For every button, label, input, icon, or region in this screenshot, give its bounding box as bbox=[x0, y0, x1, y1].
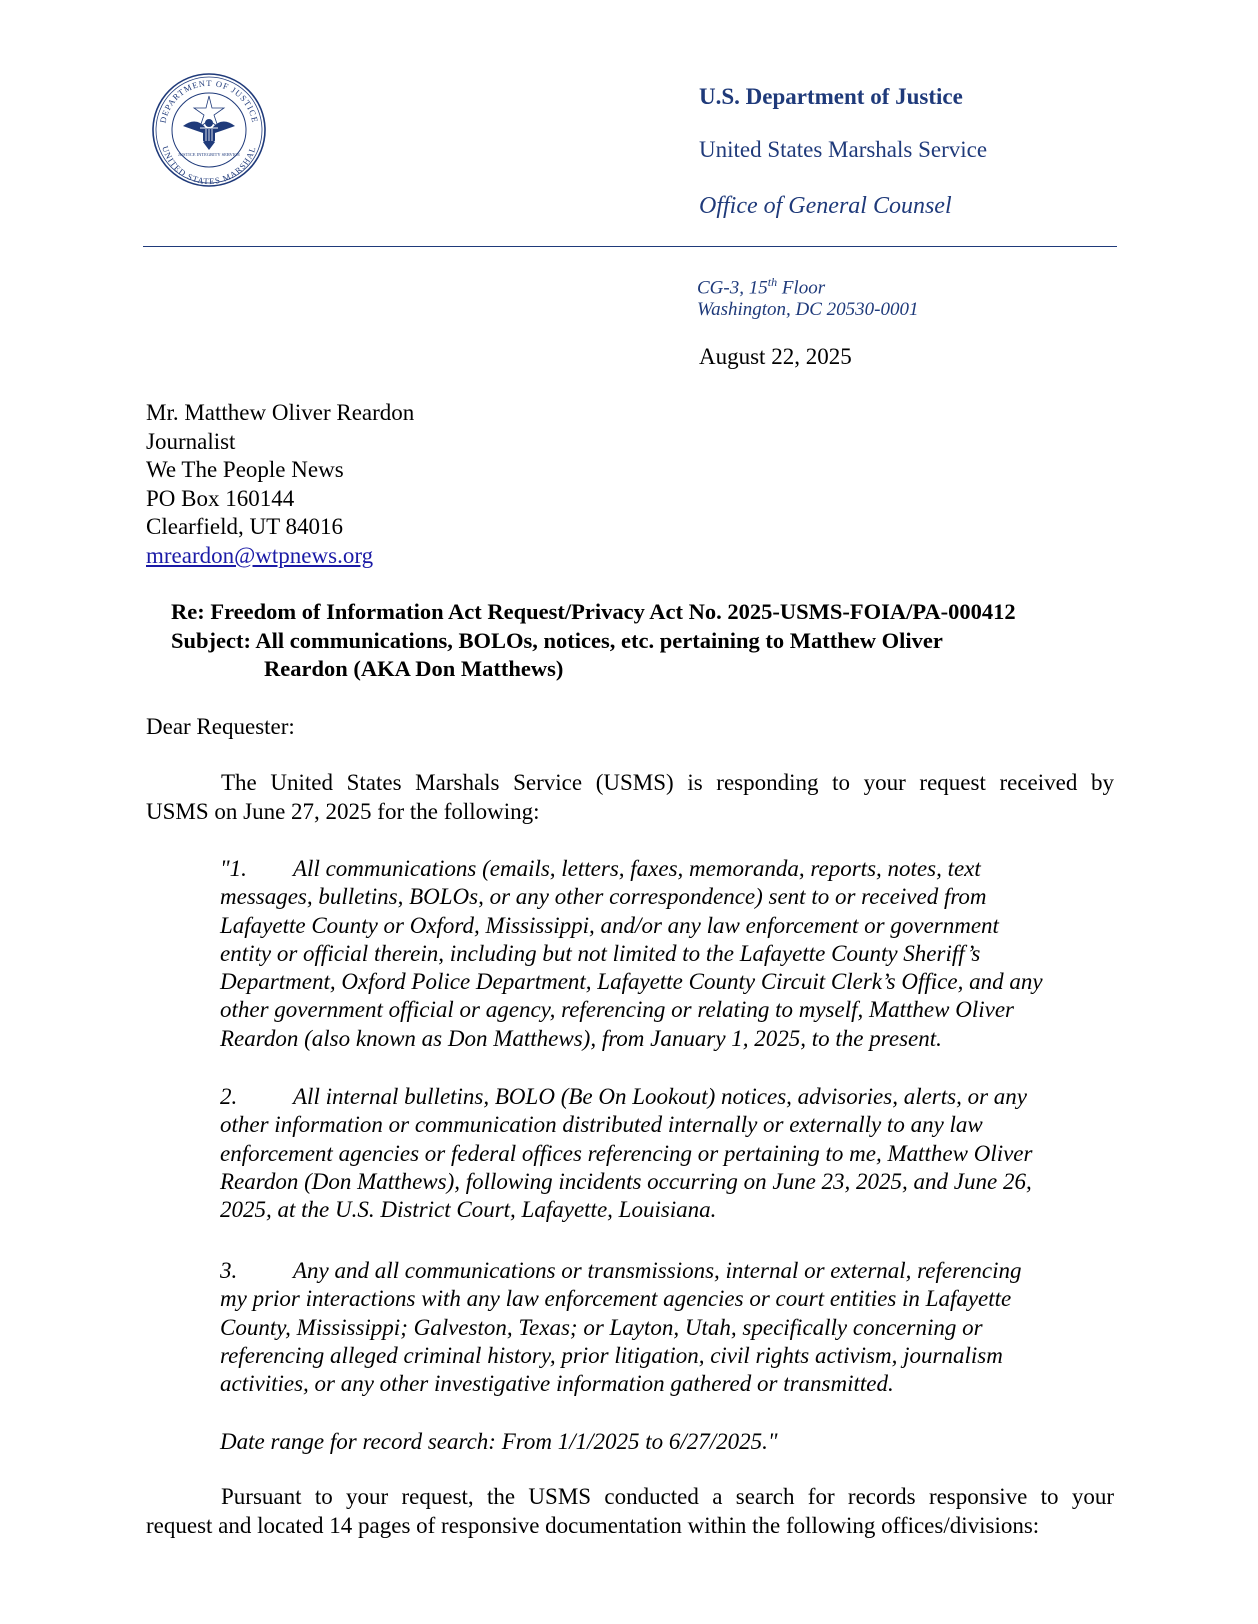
request-item-2: 2. All internal bulletins, BOLO (Be On Lookout) notices, advisories, alerts, or any other information or communication distributed internally or externally to any law enforcement agencies or federal offices referencing or pertaining to me, Matthew Oliver Reardon (Don Matthews), following incidents occurring on June 23, 2025, and June 26, 2025, at the U.S. District Court, Lafayette, Louisiana. bbox=[220, 1084, 1033, 1223]
department-name: U.S. Department of Justice bbox=[699, 84, 963, 109]
subject-line: Subject: All communications, BOLOs, notices, etc. pertaining to Matthew Oliver bbox=[171, 627, 943, 653]
date-range: Date range for record search: From 1/1/2025 to 6/27/2025." bbox=[220, 1429, 778, 1454]
recipient-title: Journalist bbox=[146, 428, 236, 454]
re-line: Re: Freedom of Information Act Request/Privacy Act No. 2025-USMS-FOIA/PA-000412 bbox=[171, 599, 1016, 624]
seal-motto: JUSTICE INTEGRITY SERVICE bbox=[178, 152, 240, 157]
request-number: "1. bbox=[220, 856, 247, 881]
office-address-line2: Washington, DC 20530-0001 bbox=[697, 299, 919, 320]
seal-text-bottom: UNITED STATES MARSHAL bbox=[160, 144, 258, 187]
request-item-1: "1. All communications (emails, letters, faxes, memoranda, reports, notes, text messages, bulletins, BOLOs, or any other correspondence) sent to or received from Lafayette County or Oxford, Mississippi, and/or any law enforcement or government entity or official therein, including but not limited to the Lafayette County Sheriff’s Department, Oxford Police Department, Lafayette County Circuit Clerk’s Office, and any other government official or agency, referencing or relating to myself, Matthew Oliver Reardon (also known as Don Matthews), from January 1, 2025, to the present. bbox=[220, 856, 1043, 1051]
request-number: 2. bbox=[220, 1084, 238, 1109]
service-name: United States Marshals Service bbox=[699, 137, 988, 162]
svg-text:DEPARTMENT OF JUSTICE bbox=[158, 78, 261, 124]
salutation: Dear Requester: bbox=[146, 714, 295, 739]
recipient-block bbox=[146, 399, 414, 571]
request-number: 3. bbox=[220, 1258, 238, 1283]
header-divider bbox=[143, 246, 1117, 247]
recipient-name: Mr. Matthew Oliver Reardon bbox=[146, 400, 415, 425]
request-item-3: 3. Any and all communications or transmissions, internal or external, referencing my prior interactions with any law enforcement agencies or court entities in Lafayette County, Mississippi; Galveston, Texas; or Layton, Utah, specifically concerning or referencing alleged criminal history, prior litigation, civil rights activism, journalism activities, or any other investigative information gathered or transmitted. bbox=[220, 1258, 1022, 1397]
seal-text-top: DEPARTMENT OF JUSTICE bbox=[157, 77, 261, 124]
office-name: Office of General Counsel bbox=[699, 193, 952, 219]
closing-paragraph: Pursuant to your request, the USMS conducted a search for records responsive to your request and located 14 pages of responsive documentation within the following offices/divisions: bbox=[146, 1484, 1114, 1538]
recipient-city-state-zip: Clearfield, UT 84016 bbox=[146, 514, 343, 540]
svg-text:UNITED STATES MARSHAL bbox=[160, 145, 257, 186]
intro-paragraph: The United States Marshals Service (USMS) is responding to your request received by USMS on June 27, 2025 for the following: bbox=[146, 770, 1114, 824]
recipient-organization: We The People News bbox=[146, 457, 344, 483]
subject-line-continued: Reardon (AKA Don Matthews) bbox=[264, 656, 564, 681]
recipient-email-link[interactable]: mreardon@wtpnews.org bbox=[146, 542, 374, 568]
office-address-line1: CG-3, 15th Floor bbox=[697, 275, 826, 299]
usms-seal bbox=[148, 72, 270, 188]
letter-date: August 22, 2025 bbox=[699, 344, 852, 369]
recipient-po-box: PO Box 160144 bbox=[146, 485, 295, 511]
subject-block bbox=[171, 598, 1016, 684]
